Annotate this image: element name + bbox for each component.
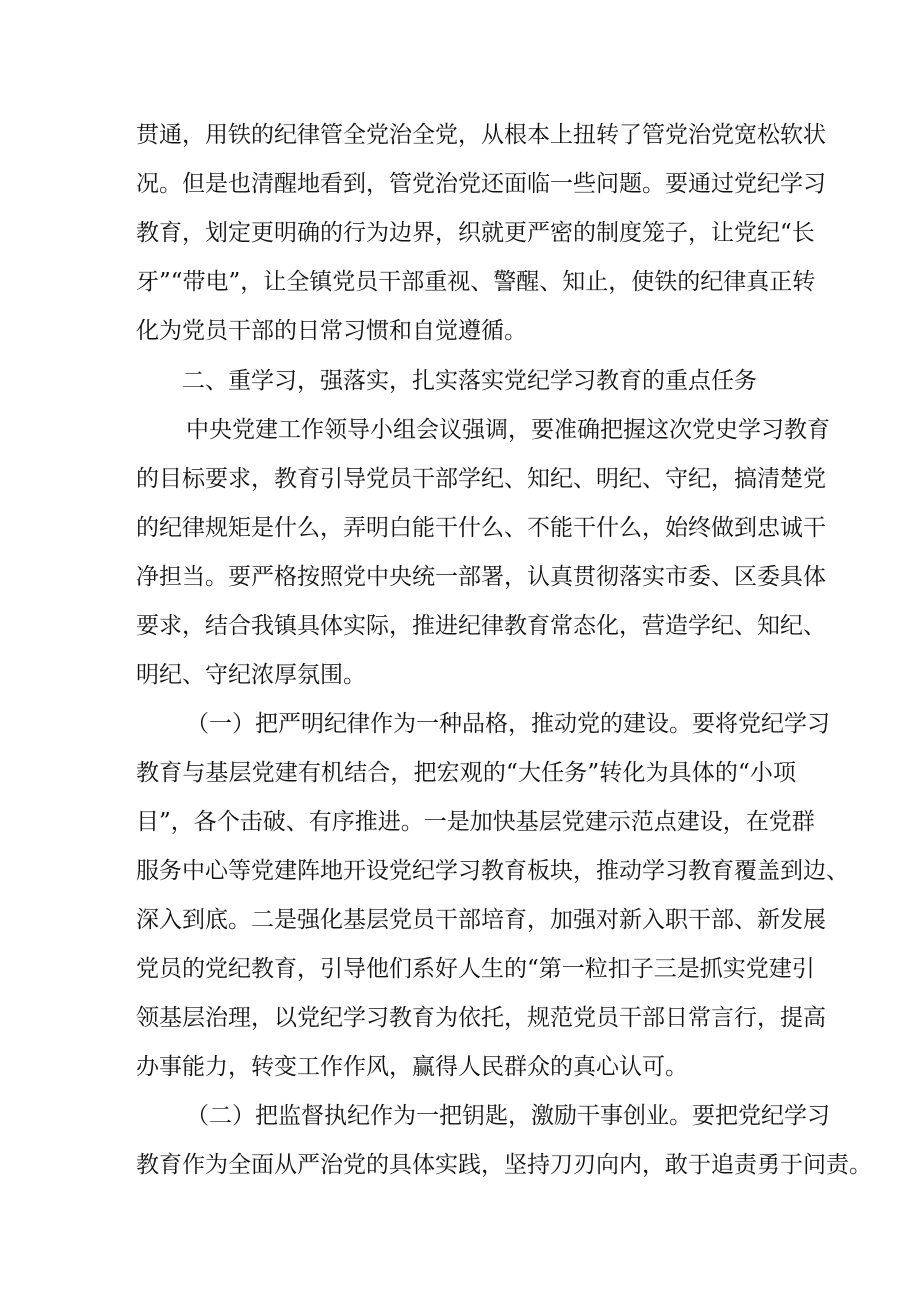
paragraph-first-line: （一）把严明纪律作为一种品格，推动党的建设。要将党纪学习 xyxy=(186,711,830,737)
body-text-line: 贯通，用铁的纪律管全党治全党，从根本上扭转了管党治党宽松软状 xyxy=(136,122,826,148)
body-text-line: 牙”“带电”，让全镇党员干部重视、警醒、知止，使铁的纪律真正转 xyxy=(136,269,816,295)
body-text-line: 教育与基层党建有机结合，把宏观的“大任务”转化为具体的“小项 xyxy=(136,760,796,786)
paragraph-first-line: 中央党建工作领导小组会议强调，要准确把握这次党史学习教育 xyxy=(186,417,830,443)
body-text-line: 目”，各个击破、有序推进。一是加快基层党建示范点建设，在党群 xyxy=(136,809,815,835)
body-text-line: 深入到底。二是强化基层党员干部培育，加强对新入职干部、新发展 xyxy=(136,907,826,933)
body-text-line: 的纪律规矩是什么，弄明白能干什么、不能干什么，始终做到忠诚干 xyxy=(136,515,826,541)
body-text-line: 要求，结合我镇具体实际，推进纪律教育常态化，营造学纪、知纪、 xyxy=(136,613,826,639)
body-text-line: 净担当。要严格按照党中央统一部署，认真贯彻落实市委、区委具体 xyxy=(136,564,826,590)
section-heading: 二、重学习，强落实，扎实落实党纪学习教育的重点任务 xyxy=(182,368,757,394)
body-text-line: 党员的党纪教育，引导他们系好人生的“第一粒扣子三是抓实党建引 xyxy=(136,956,815,982)
body-text-line: 服务中心等党建阵地开设党纪学习教育板块，推动学习教育覆盖到边、 xyxy=(136,858,849,884)
body-text-line: 领基层治理，以党纪学习教育为依托，规范党员干部日常言行，提高 xyxy=(136,1005,826,1031)
body-text-line: 教育，划定更明确的行为边界，织就更严密的制度笼子，让党纪“长 xyxy=(136,220,815,246)
paragraph-first-line: （二）把监督执纪作为一把钥匙，激励干事创业。要把党纪学习 xyxy=(186,1103,830,1129)
body-text-line: 教育作为全面从严治党的具体实践，坚持刀刃向内，敢于追责勇于问责。 xyxy=(136,1152,872,1178)
body-text-line: 的目标要求，教育引导党员干部学纪、知纪、明纪、守纪，搞清楚党 xyxy=(136,466,826,492)
body-text-line: 办事能力，转变工作作风，赢得人民群众的真心认可。 xyxy=(136,1054,688,1080)
body-text-line: 明纪、守纪浓厚氛围。 xyxy=(136,662,366,688)
body-text-line: 化为党员干部的日常习惯和自觉遵循。 xyxy=(136,318,527,344)
body-text-line: 况。但是也清醒地看到，管党治党还面临一些问题。要通过党纪学习 xyxy=(136,171,826,197)
